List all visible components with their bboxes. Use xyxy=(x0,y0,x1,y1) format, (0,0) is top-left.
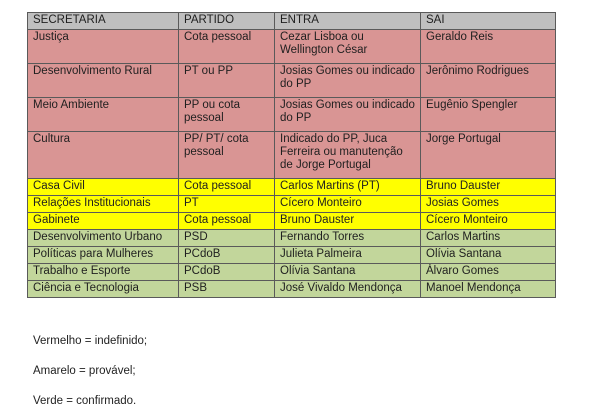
cell-partido: PCdoB xyxy=(179,247,275,264)
cell-secretaria: Desenvolvimento Urbano xyxy=(28,230,179,247)
cell-entra: Bruno Dauster xyxy=(275,213,421,230)
legend-green: Verde = confirmado. xyxy=(33,395,137,407)
table-row xyxy=(28,213,556,230)
cell-sai: Eugênio Spengler xyxy=(421,98,556,132)
header-sai: SAI xyxy=(421,13,556,30)
cell-secretaria: Relações Institucionais xyxy=(28,196,179,213)
cell-partido: PCdoB xyxy=(179,264,275,281)
cell-secretaria: Meio Ambiente xyxy=(28,98,179,132)
cell-entra: Cícero Monteiro xyxy=(275,196,421,213)
cell-entra: Olívia Santana xyxy=(275,264,421,281)
table-row xyxy=(28,264,556,281)
cell-sai: Álvaro Gomes xyxy=(421,264,556,281)
cell-sai: Manoel Mendonça xyxy=(421,281,556,298)
cell-secretaria: Justiça xyxy=(28,30,179,64)
header-entra: ENTRA xyxy=(275,13,421,30)
cell-partido: PSB xyxy=(179,281,275,298)
cell-sai: Geraldo Reis xyxy=(421,30,556,64)
cell-entra: Carlos Martins (PT) xyxy=(275,179,421,196)
header-row xyxy=(28,13,556,30)
cell-entra: Cezar Lisboa ou Wellington César xyxy=(275,30,421,64)
cell-partido: PSD xyxy=(179,230,275,247)
cell-secretaria: Desenvolvimento Rural xyxy=(28,64,179,98)
table-row xyxy=(28,196,556,213)
cell-partido: PP ou cota pessoal xyxy=(179,98,275,132)
cell-entra: Julieta Palmeira xyxy=(275,247,421,264)
table-row xyxy=(28,64,556,98)
header-partido: PARTIDO xyxy=(179,13,275,30)
cell-sai: Bruno Dauster xyxy=(421,179,556,196)
cell-entra: Fernando Torres xyxy=(275,230,421,247)
cell-partido: Cota pessoal xyxy=(179,179,275,196)
table-row xyxy=(28,247,556,264)
cell-entra: Josias Gomes ou indicado do PP xyxy=(275,64,421,98)
cell-entra: José Vivaldo Mendonça xyxy=(275,281,421,298)
cell-secretaria: Ciência e Tecnologia xyxy=(28,281,179,298)
legend-yellow: Amarelo = provável; xyxy=(33,365,136,377)
cell-sai: Jerônimo Rodrigues xyxy=(421,64,556,98)
legend-red: Vermelho = indefinido; xyxy=(33,335,148,347)
cell-partido: PP/ PT/ cota pessoal xyxy=(179,132,275,179)
cell-sai: Jorge Portugal xyxy=(421,132,556,179)
cell-sai: Carlos Martins xyxy=(421,230,556,247)
cell-secretaria: Cultura xyxy=(28,132,179,179)
cell-secretaria: Políticas para Mulheres xyxy=(28,247,179,264)
cell-secretaria: Trabalho e Esporte xyxy=(28,264,179,281)
cell-secretaria: Gabinete xyxy=(28,213,179,230)
table-row xyxy=(28,98,556,132)
table-row xyxy=(28,30,556,64)
table-row xyxy=(28,230,556,247)
cell-sai: Olívia Santana xyxy=(421,247,556,264)
cell-entra: Indicado do PP, Juca Ferreira ou manutenção de Jorge Portugal xyxy=(275,132,421,179)
table-row xyxy=(28,179,556,196)
table-row xyxy=(28,281,556,298)
cell-partido: Cota pessoal xyxy=(179,30,275,64)
cell-partido: PT ou PP xyxy=(179,64,275,98)
cell-partido: PT xyxy=(179,196,275,213)
cell-partido: Cota pessoal xyxy=(179,213,275,230)
cell-sai: Cícero Monteiro xyxy=(421,213,556,230)
secretarias-table xyxy=(27,12,556,298)
table-row xyxy=(28,132,556,179)
header-secretaria: SECRETARIA xyxy=(28,13,179,30)
cell-sai: Josias Gomes xyxy=(421,196,556,213)
cell-secretaria: Casa Civil xyxy=(28,179,179,196)
cell-entra: Josias Gomes ou indicado do PP xyxy=(275,98,421,132)
